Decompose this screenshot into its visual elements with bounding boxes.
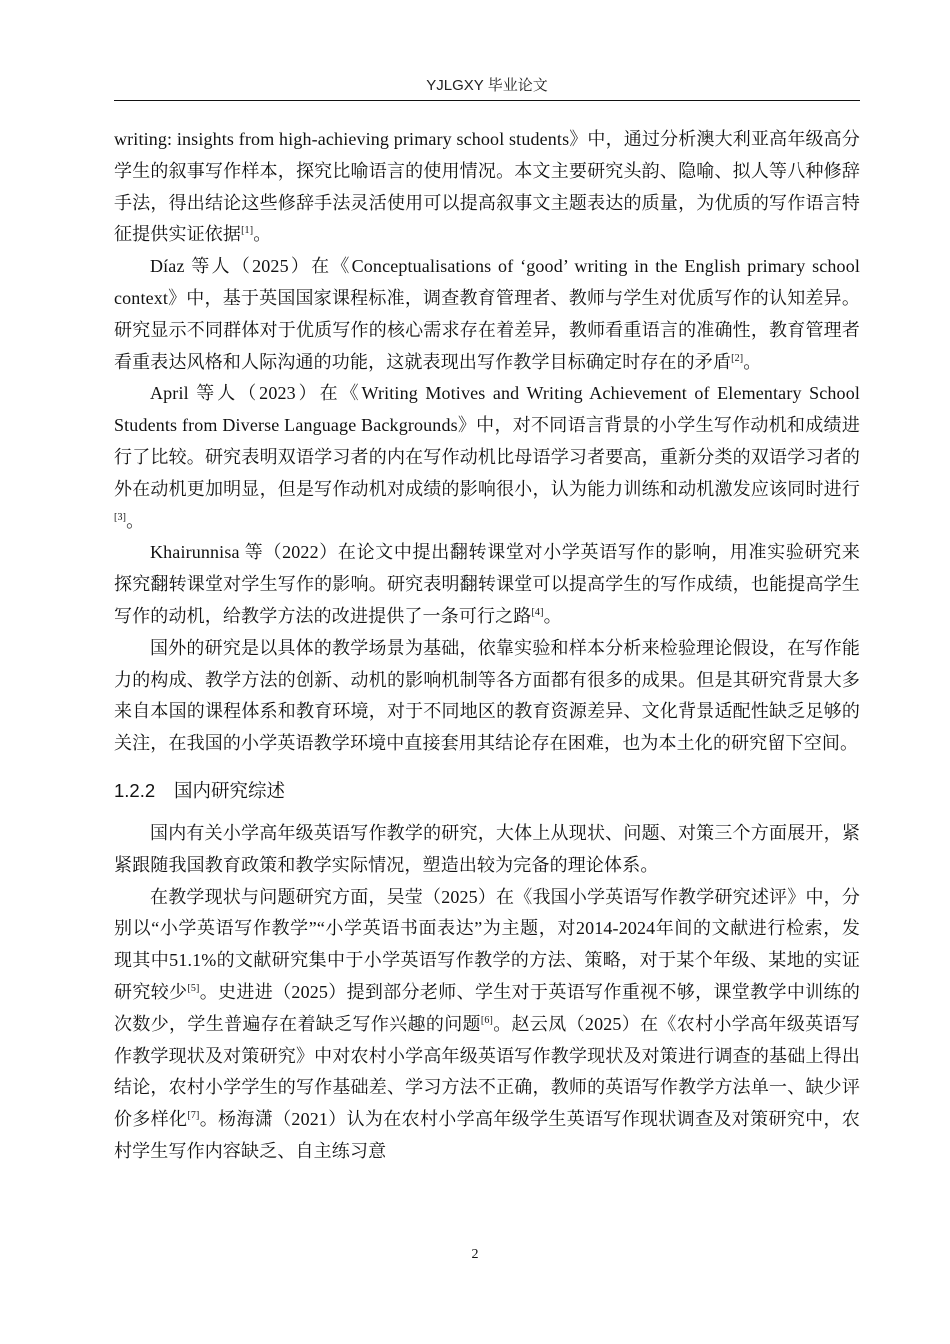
page-number: 2 — [471, 1247, 479, 1262]
paragraph-text: 国外的研究是以具体的教学场景为基础，依靠实验和样本分析来检验理论假设，在写作能力的构成、教学方法的创新、动机的影响机制等各方面都有很多的成果。但是其研究背景大多来自本国的课程体系和教育环境，对于不同地区的教育资源差异、文化背景适配性缺乏足够的关注，在我国的小学英语教学环境中直接套用其结论存在困难，也为本土化的研究留下空间。 — [114, 637, 860, 754]
section-title: 国内研究综述 — [174, 779, 286, 801]
page-body — [114, 124, 860, 1168]
paragraph-tail: 。 — [743, 351, 762, 372]
citation-7[interactable]: [7] — [187, 1110, 200, 1122]
paragraph-text: 。史进进（2025）提到部分老师、学生对于英语写作重视不够，课堂教学中训练的次数少，学生普遍存在着缺乏写作兴趣的问题 — [114, 981, 860, 1034]
citation-4[interactable]: [4] — [531, 606, 544, 618]
paragraph-3 — [114, 378, 860, 537]
paragraph-tail: 。 — [543, 605, 562, 626]
citation-5[interactable]: [5] — [187, 982, 200, 994]
paragraph-text: April 等人（2023）在《Writing Motives and Writing Achievement of Elementary School Students from Diverse Language Backgrounds》中，对不同语言背景的小学生写作动机和成绩进行了比较。研究表明双语学习者的内在写作动机比母语学习者要高，重新分类的双语学习者的外在动机更加明显，但是写作动机对成绩的影响很小，认为能力训练和动机激发应该同时进行 — [114, 383, 860, 499]
paragraph-5 — [114, 633, 860, 760]
paragraph-text: 在教学现状与问题研究方面，吴莹（2025）在《我国小学英语写作教学研究述评》中，分别以“小学英语写作教学”“小学英语书面表达”为主题，对2014-2024年间的文献进行检索，发现其中51.1%的文献研究集中于小学英语写作教学的方法、策略，对于某个年级、某地的实证研究较少 — [114, 886, 860, 1002]
running-header: YJLGXY 毕业论文 — [426, 77, 548, 94]
paragraph-tail: 。 — [126, 510, 145, 531]
paragraph-7 — [114, 882, 860, 1168]
paragraph-text: 国内有关小学高年级英语写作教学的研究，大体上从现状、问题、对策三个方面展开，紧紧跟随我国教育政策和教学实际情况，塑造出较为完备的理论体系。 — [114, 822, 860, 875]
section-heading — [114, 776, 860, 806]
header-rule — [114, 100, 860, 101]
paragraph-1 — [114, 124, 860, 251]
paragraph-4 — [114, 537, 860, 632]
citation-1[interactable]: [1] — [241, 225, 254, 237]
paragraph-text: 。赵云凤（2025）在《农村小学高年级英语写作教学现状及对策研究》中对农村小学高年级英语写作教学现状及对策进行调查的基础上得出结论，农村小学学生的写作基础差、学习方法不正确，教师的英语写作教学方法单一、缺少评价多样化 — [114, 1013, 860, 1130]
paragraph-2 — [114, 251, 860, 378]
paragraph-text: writing: insights from high-achieving primary school students》中，通过分析澳大利亚高年级高分学生的叙事写作样本，探究比喻语言的使用情况。本文主要研究头韵、隐喻、拟人等八种修辞手法，得出结论这些修辞手法灵活使用可以提高叙事文主题表达的质量，为优质的写作语言特征提供实证依据 — [114, 129, 860, 245]
section-number: 1.2.2 — [114, 779, 156, 801]
citation-6[interactable]: [6] — [480, 1014, 494, 1026]
paragraph-text: Khairunnisa 等（2022）在论文中提出翻转课堂对小学英语写作的影响，用准实验研究来探究翻转课堂对学生写作的影响。研究表明翻转课堂可以提高学生的写作成绩，也能提高学生写作的动机，给教学方法的改进提供了一条可行之路 — [114, 542, 860, 626]
citation-3[interactable]: [3] — [114, 511, 127, 523]
paragraph-text: Díaz 等人（2025）在《Conceptualisations of ‘good’ writing in the English primary school context》中，基于英国国家课程标准，调查教育管理者、教师与学生对优质写作的认知差异。研究显示不同群体对于优质写作的核心需求存在着差异，教师看重语言的准确性，教育管理者看重表达风格和人际沟通的功能，这就表现出写作教学目标确定时存在的矛盾 — [114, 256, 860, 372]
paragraph-text: 。杨海潇（2021）认为在农村小学高年级学生英语写作现状调查及对策研究中，农村学生写作内容缺乏、自主练习意 — [114, 1109, 860, 1161]
paragraph-tail: 。 — [253, 224, 272, 245]
paragraph-6 — [114, 818, 860, 882]
citation-2[interactable]: [2] — [731, 352, 744, 364]
